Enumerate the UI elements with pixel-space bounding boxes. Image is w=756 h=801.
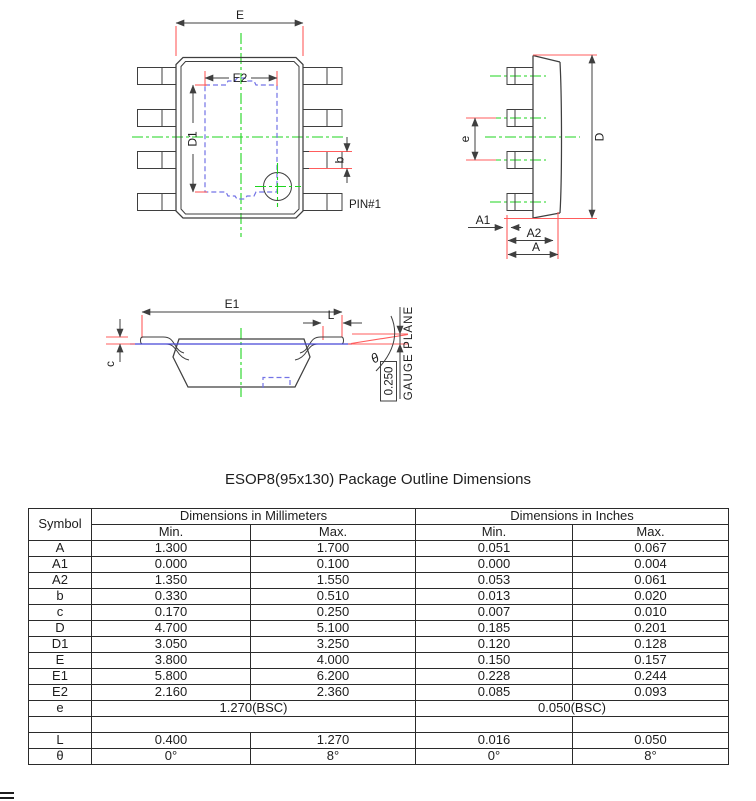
table-cell: 0.201: [573, 621, 729, 637]
table-header-row: [29, 509, 729, 525]
table-cell: 0.510: [251, 589, 416, 605]
gauge-offset-label: 0.250: [383, 366, 396, 396]
table-cell: [92, 717, 416, 733]
pin1-label: PIN#1: [349, 199, 381, 211]
table-row: [29, 557, 729, 573]
top-view: [132, 8, 381, 237]
dim-label-A2: A2: [526, 226, 542, 240]
table-cell: 1.270: [251, 733, 416, 749]
column-header-mm-max: Max.: [251, 525, 416, 541]
table-cell: 0.128: [573, 637, 729, 653]
symbol-cell: E2: [29, 685, 92, 701]
dim-label-D: D: [592, 132, 607, 142]
table-row: [29, 621, 729, 637]
table-cell: 0.228: [416, 669, 573, 685]
table-cell: 0.004: [573, 557, 729, 573]
dim-label-E2: E2: [232, 71, 248, 85]
pins-left: [138, 68, 177, 211]
symbol-cell: A: [29, 541, 92, 557]
table-row: [29, 685, 729, 701]
table-cell: 0.157: [573, 653, 729, 669]
table-cell: 0°: [416, 749, 573, 765]
table-cell: 0°: [92, 749, 251, 765]
dim-label-A: A: [531, 240, 541, 254]
table-cell: 0.170: [92, 605, 251, 621]
table-cell: 0.185: [416, 621, 573, 637]
column-header-in-max: Max.: [573, 525, 729, 541]
table-row: [29, 605, 729, 621]
column-header-mm-min: Min.: [92, 525, 251, 541]
table-cell: 1.350: [92, 573, 251, 589]
pins-right: [303, 68, 342, 211]
table-row: [29, 541, 729, 557]
table-cell: 0.007: [416, 605, 573, 621]
table-row-e: [29, 701, 729, 717]
table-cell: 0.067: [573, 541, 729, 557]
symbol-cell: D: [29, 621, 92, 637]
dim-label-e: e: [458, 135, 472, 143]
table-cell: 4.700: [92, 621, 251, 637]
table-cell: 4.000: [251, 653, 416, 669]
dim-label-D1: D1: [185, 131, 200, 147]
table-row: [29, 653, 729, 669]
symbol-cell: A2: [29, 573, 92, 589]
dim-label-E: E: [235, 8, 245, 22]
symbol-cell: E1: [29, 669, 92, 685]
table-row: [29, 669, 729, 685]
table-cell: [416, 717, 573, 733]
table-cell: 8°: [573, 749, 729, 765]
table-cell: 0.050: [573, 733, 729, 749]
front-view: [103, 297, 415, 401]
dim-label-theta: θ: [367, 349, 382, 367]
symbol-cell: A1: [29, 557, 92, 573]
table-cell: 0.000: [416, 557, 573, 573]
table-cell: 0.013: [416, 589, 573, 605]
table-cell: 0.061: [573, 573, 729, 589]
table-row: [29, 589, 729, 605]
table-cell: 5.800: [92, 669, 251, 685]
column-header-inch: Dimensions in Inches: [416, 509, 729, 525]
table-row: [29, 733, 729, 749]
table-row: [29, 749, 729, 765]
table-cell: 5.100: [251, 621, 416, 637]
front-leads: [141, 337, 344, 360]
symbol-cell: [29, 717, 92, 733]
table-cell: 0.085: [416, 685, 573, 701]
table-cell: 0.120: [416, 637, 573, 653]
column-header-symbol: Symbol: [29, 509, 92, 541]
column-header-in-min: Min.: [416, 525, 573, 541]
table-cell: 0.250: [251, 605, 416, 621]
table-cell: 0.020: [573, 589, 729, 605]
table-cell: 0.093: [573, 685, 729, 701]
column-header-mm: Dimensions in Millimeters: [92, 509, 416, 525]
dimensions-table: [28, 508, 729, 765]
dim-label-A1: A1: [475, 213, 491, 227]
symbol-cell: e: [29, 701, 92, 717]
symbol-cell: c: [29, 605, 92, 621]
side-view: [458, 55, 607, 259]
table-cell: 0.000: [92, 557, 251, 573]
table-cell: [573, 717, 729, 733]
dim-label-L: L: [327, 308, 335, 322]
table-cell: 8°: [251, 749, 416, 765]
table-cell: 0.053: [416, 573, 573, 589]
table-cell: 2.360: [251, 685, 416, 701]
table-cell: 6.200: [251, 669, 416, 685]
table-cell: 0.330: [92, 589, 251, 605]
symbol-cell: b: [29, 589, 92, 605]
table-cell-in-span: 0.050(BSC): [416, 701, 729, 717]
dim-label-b: b: [332, 156, 347, 164]
table-cell: 1.700: [251, 541, 416, 557]
table-cell: 2.160: [92, 685, 251, 701]
table-cell: 0.150: [416, 653, 573, 669]
table-cell: 0.016: [416, 733, 573, 749]
page-title: ESOP8(95x130) Package Outline Dimensions: [225, 471, 531, 488]
table-cell: 3.050: [92, 637, 251, 653]
table-subheader-row: [29, 525, 729, 541]
table-row: [29, 637, 729, 653]
table-cell: 0.400: [92, 733, 251, 749]
symbol-cell: D1: [29, 637, 92, 653]
side-pins: [507, 68, 533, 211]
table-cell: 3.800: [92, 653, 251, 669]
symbol-cell: θ: [29, 749, 92, 765]
dim-label-E1: E1: [224, 297, 240, 311]
gauge-plane-label: GAUGE PLANE: [403, 305, 415, 401]
table-cell: 0.100: [251, 557, 416, 573]
symbol-cell: E: [29, 653, 92, 669]
table-cell: 1.300: [92, 541, 251, 557]
table-cell: 0.051: [416, 541, 573, 557]
dim-label-c: c: [103, 361, 117, 367]
table-row: [29, 573, 729, 589]
symbol-cell: L: [29, 733, 92, 749]
table-cell: 3.250: [251, 637, 416, 653]
table-cell: 1.550: [251, 573, 416, 589]
table-row-empty: [29, 717, 729, 733]
table-cell: 0.010: [573, 605, 729, 621]
table-cell-mm-span: 1.270(BSC): [92, 701, 416, 717]
page-corner-mark: [0, 792, 15, 800]
table-cell: 0.244: [573, 669, 729, 685]
